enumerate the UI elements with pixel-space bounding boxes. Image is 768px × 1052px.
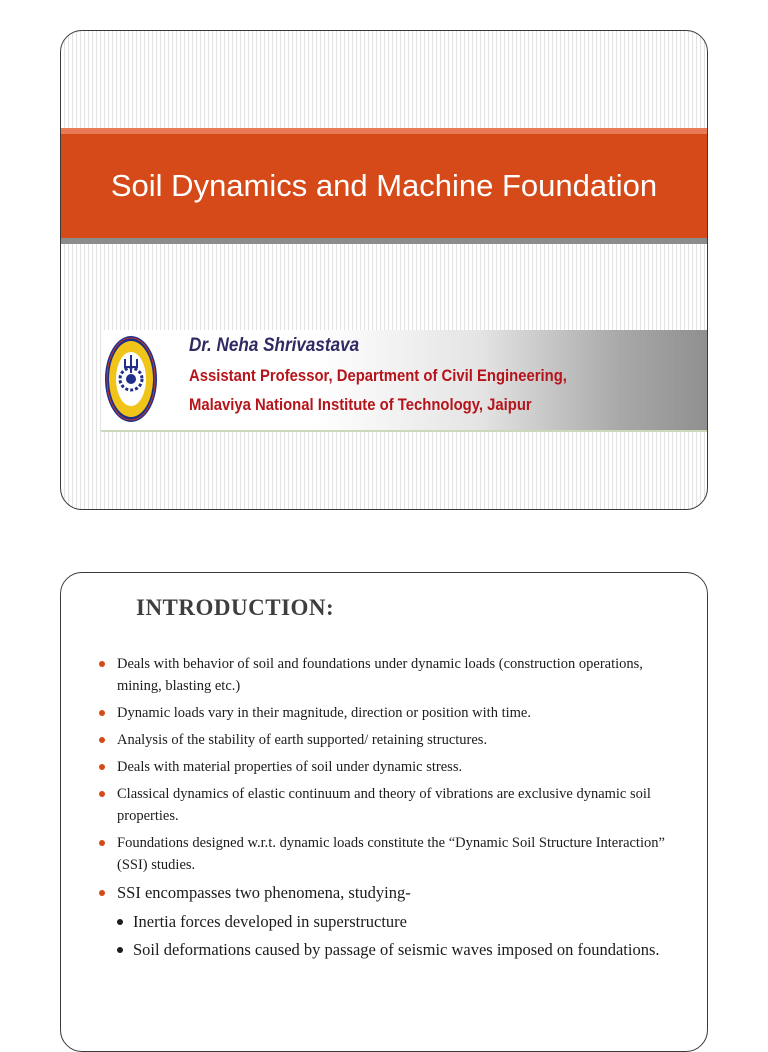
list-item: [97, 729, 677, 751]
bullet-icon: [99, 710, 105, 716]
list-item-text: Classical dynamics of elastic continuum and theory of vibrations are exclusive dynamic soil properties.: [117, 786, 651, 824]
bullet-icon: [99, 737, 105, 743]
sub-list-item-text: Inertia forces developed in superstructure: [133, 912, 407, 931]
list-item-text: Dynamic loads vary in their magnitude, direction or position with time.: [117, 705, 531, 721]
author-name: Dr. Neha Shrivastava: [189, 335, 360, 356]
title-slide: [60, 30, 708, 510]
author-position: Assistant Professor, Department of Civil Engineering,: [189, 367, 567, 385]
sub-bullet-icon: [117, 947, 123, 953]
list-item-text: Deals with material properties of soil under dynamic stress.: [117, 759, 463, 775]
author-institute: Malaviya National Institute of Technology, Jaipur: [189, 396, 532, 414]
slide-title: Soil Dynamics and Machine Foundation: [110, 168, 658, 203]
bullet-icon: [99, 890, 105, 896]
author-banner: [101, 330, 708, 432]
list-item-text: SSI encompasses two phenomena, studying-: [117, 883, 411, 902]
list-item-text: Analysis of the stability of earth supported/ retaining structures.: [117, 732, 488, 748]
list-item-text: Foundations designed w.r.t. dynamic loads constitute the “Dynamic Soil Structure Interaction” (SSI) studies.: [117, 835, 665, 873]
sub-bullet-icon: [117, 919, 123, 925]
title-band: [61, 128, 707, 244]
bullet-icon: [99, 661, 105, 667]
slide-heading: INTRODUCTION:: [136, 595, 335, 620]
sub-list-item-text: Soil deformations caused by passage of seismic waves imposed on foundations.: [133, 940, 660, 959]
bullet-icon: [99, 840, 105, 846]
bullet-icon: [99, 764, 105, 770]
list-item: [97, 653, 677, 697]
bullet-list: [97, 653, 677, 965]
list-item: [97, 702, 677, 724]
institute-seal-icon: [103, 333, 159, 425]
sub-list-item: [115, 937, 677, 963]
introduction-slide: [60, 572, 708, 1052]
list-item: [97, 783, 677, 827]
list-item: [97, 756, 677, 778]
sub-list-item: [115, 909, 677, 935]
bullet-icon: [99, 791, 105, 797]
list-item: [97, 881, 677, 905]
list-item-text: Deals with behavior of soil and foundations under dynamic loads (construction operations, mining, blasting etc.): [117, 656, 643, 694]
list-item: [97, 832, 677, 876]
author-details: [189, 332, 609, 421]
